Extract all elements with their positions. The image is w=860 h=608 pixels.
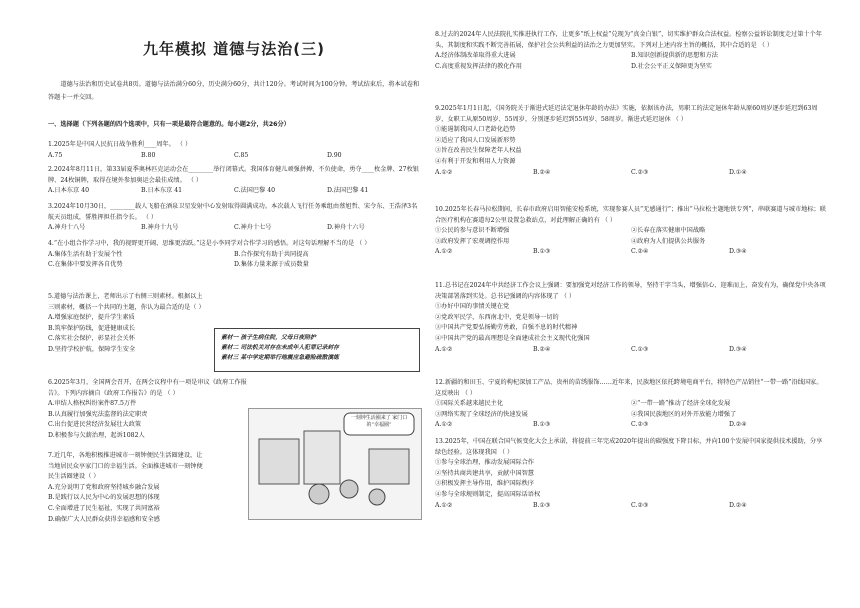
question-stem: 5.道德与法治课上，老师出示了右侧三则素材。根据以上三则素材，概括一个共同的主题，你认为最合适的是（ ） — [48, 293, 205, 311]
option: D.90 — [327, 151, 342, 159]
question-stem: 3.2024年10月30日，________载人飞船在酒泉卫星发射中心发射取得圆满成功。本次载人飞行任务乘组由蔡旭哲、宋令东、王浩泽3名航天员组成，誓胜挥担任指令长。 （ ） — [48, 203, 418, 221]
option: D.法国巴黎 41 — [327, 187, 369, 195]
option: ④参与全球规则制定，提高国际话语权 — [435, 490, 541, 498]
option: ④中国共产党的最高理想是全面建成社会主义现代化强国 — [435, 334, 590, 342]
option: ②长春在落实健康中国战略 — [631, 227, 706, 235]
left-question-6 — [48, 378, 248, 442]
answer-choice: D.③④ — [729, 248, 747, 256]
answer-choice: B.①③ — [533, 421, 551, 429]
question-stem: 2.2024年8月11日，第33届夏季奥林匹克运动会在________举行闭幕式。我国体育健儿顽强拼搏、不负使命，勇夺____枚金牌、27枚银牌、24枚铜牌，取得在境外参加奥运会最佳成绩。 （ ） — [48, 166, 419, 184]
question-stem: 6.2025年3月，全国两会召开，在两会议程中有一项是审议《政府工作报告》。下列内容摘自《政府工作报告》的是 （ ） — [48, 379, 247, 397]
option: D.积极参与欠薪治理，起诉1082人 — [48, 431, 145, 439]
intro-paragraph: 道德与法治和历史试卷共8页。道德与法治满分60分，历史满分60分，共计120分。考试时间为100分钟。考试结束后，将本试卷和答题卡一并交回。 — [48, 81, 420, 101]
option: ①国际关系越来越民主化 — [435, 400, 504, 408]
answer-choice: B.②④ — [533, 345, 551, 353]
option: C.85 — [234, 151, 249, 159]
option: A.充分说明了党和政府坚持城乡融合发展 — [48, 483, 160, 491]
left-question-1 — [48, 140, 420, 161]
option: ②“一带一路”推动了经济全球化发展 — [631, 400, 731, 408]
question-stem: 8.过去的2024年人民法院扎实推进执行工作，让更多“纸上权益”兑现为“真金白银”，切实维护群众合法权益。检察公益诉讼制度走过第十个年头，其制度和实践不断完善拓展，保护社会公共利益的法治之力更加坚实。下列对上述内容主旨的概括，其中合适的是 （ ） — [435, 31, 822, 49]
option: D.集体力量来源于成员数量 — [234, 261, 309, 269]
option: C.神舟十七号 — [234, 224, 272, 232]
option: ④我国民族地区的对外开放能力增强了 — [631, 410, 737, 418]
right-question-3 — [435, 205, 827, 258]
question-stem: 11.总书记在2024年中共经济工作会议上强调：要加强党对经济工作的领导，坚持干字当头，增强信心、迎难而上，奋发有为，确保党中央各项决策部署落到实处。总书记强调的内容体现了 （ ） — [435, 282, 826, 300]
option: C.高度重视发挥法律的教化作用 — [435, 62, 522, 70]
option: ①办好中国的事情关键在党 — [435, 303, 510, 311]
question-stem: 7.近几年，各地积极推进城市一刻钟便民生活圈建设，让当地居民众享家门口的幸福生活。全面推进城市一刻钟便民生活圈建设（ ） — [48, 452, 203, 481]
cartoon-caption: 一刻钟生活圈来了 家门口的“幸福圈” — [350, 415, 408, 428]
option: C.全面增进了民生福祉，实现了共同富裕 — [48, 504, 160, 512]
option: ①参与全球治理，推动发展国际合作 — [435, 459, 534, 467]
option: B.80 — [141, 151, 156, 159]
option: ③政府发挥了宏观调控作用 — [435, 237, 510, 245]
option: B.认真履行加强宪法监督的法定职责 — [48, 410, 148, 418]
option: B.知识创新提供新的思想和方法 — [631, 52, 718, 60]
left-question-7 — [48, 451, 208, 525]
option: ④政府为人们提供公共服务 — [631, 237, 706, 245]
option: B.神舟十九号 — [141, 224, 179, 232]
answer-choice: A.①② — [435, 501, 453, 509]
option: D.社会公平正义保障更为坚实 — [631, 62, 712, 70]
option: C.法国巴黎 40 — [234, 187, 276, 195]
option: A.经济体制改革取得重大进展 — [435, 52, 516, 60]
question-stem: 9.2025年1月1日起，《国务院关于渐进式延迟法定退休年龄的办法》实施，依据该办法，男职工的法定退休年龄从原60周岁逐步延迟到63周岁，女职工从原50周岁、55周岁，分别逐步延迟到55周岁、58周岁。渐进式延迟退休 （ ） — [435, 105, 818, 123]
option: C.落实社会保护，彰显社会关怀 — [48, 335, 135, 343]
answer-choice: A.①② — [435, 421, 453, 429]
question-stem: 13.2025年，中国在联合国气候变化大会上承诺，将提前三年完成2020年提出的碳强度下降目标，并向100个发展中国家提供技术援助，分享绿色经验。这体现我国 （ ） — [435, 438, 823, 456]
answer-choice: B.①③ — [533, 501, 551, 509]
option: B.日本东京 41 — [141, 187, 183, 195]
option: D.确保广大人民群众获得幸福感和安全感 — [48, 515, 160, 523]
answer-choice: C.②④ — [631, 248, 649, 256]
option: ③旨在改善民生保障老年人权益 — [435, 147, 522, 155]
answer-choice: A.①② — [435, 345, 453, 353]
option: ②党政军民学，东西南北中，党是领导一切的 — [435, 313, 559, 321]
left-question-3 — [48, 202, 420, 234]
option: B.是践行以人民为中心的发展思想的体现 — [48, 494, 160, 502]
answer-choice: D.①④ — [729, 168, 747, 176]
option: A.增强家庭保护，提升学生素质 — [48, 314, 135, 322]
answer-choice: C.①③ — [631, 345, 649, 353]
option: ③积极发挥主导作用，维护国际秩序 — [435, 480, 534, 488]
option: ①能遏制我国人口老龄化趋势 — [435, 126, 516, 134]
answer-choice: C.②③ — [631, 501, 649, 509]
option: A.日本东京 40 — [48, 187, 90, 195]
answer-choice: B.①③ — [533, 248, 551, 256]
option: ③网络实现了全球经济的快速发展 — [435, 410, 528, 418]
option: D.坚持学校护航，保障学生安全 — [48, 345, 136, 353]
right-question-5 — [435, 378, 827, 431]
left-question-2 — [48, 165, 420, 197]
right-question-6 — [435, 437, 827, 511]
answer-choice: A.①② — [435, 248, 453, 256]
right-question-4 — [435, 281, 827, 355]
right-question-1 — [435, 30, 827, 72]
answer-choice: C.②③ — [631, 168, 649, 176]
option: B.合作探究有助于共同提高 — [234, 250, 309, 258]
option: A.75 — [48, 151, 63, 159]
materials-box — [214, 328, 420, 372]
option: ③中国共产党要弘扬勤劳勇敢，自强不息的时代精神 — [435, 324, 578, 332]
option: C.在集体中要发挥各自优势 — [48, 261, 123, 269]
option: D.神舟十六号 — [327, 224, 365, 232]
page-title: 九年模拟 道德与法治(三) — [143, 40, 325, 58]
answer-choice: A.①② — [435, 168, 453, 176]
section-heading: 一、选择题（下列各题的四个选项中，只有一项是最符合题意的。每小题2分，共26分） — [48, 121, 290, 128]
question-stem: 12.新疆的和田玉、宁夏的枸杞深加工产品、贵州的苗绣服饰……近年来，民族地区依托跨境电商平台，将特色产品销往“一带一路”沿线国家。这反映出 （ ） — [435, 379, 823, 397]
option: ①公民的参与意识不断增强 — [435, 227, 510, 235]
cartoon-illustration — [248, 408, 422, 520]
option: ②适应了我国人口发展新形势 — [435, 136, 516, 144]
option: A.审结人格权纠纷案件87.5万件 — [48, 400, 137, 408]
option: ④有利于开发和利用人力资源 — [435, 157, 516, 165]
question-stem: 1.2025年是中国人民抗日战争胜利____周年。 （ ） — [48, 141, 192, 148]
answer-choice: D.②④ — [729, 501, 747, 509]
question-stem: 10.2025年长春马拉松期间，长春市政府启用智能安检系统，实现参赛人员“无感通行”；推出“马拉松主题地铁专列”，串联赛道与城市地标；联合医疗机构在赛道每2公里设置急救站点，对此理解正确的有 （ ） — [435, 206, 826, 224]
answer-choice: B.②④ — [533, 168, 551, 176]
option: C.出台促进民营经济发展壮大政策 — [48, 421, 142, 429]
left-question-5 — [48, 292, 208, 356]
material-1: 素材一 孩子生病住院，父母日夜陪护 — [221, 335, 316, 341]
option: A.神舟十八号 — [48, 224, 86, 232]
question-stem: 4.“在小组合作学习中，我的视野更开阔、思维更活跃。”这是小李同学对合作学习的感悟。对这句话理解不当的是 （ ） — [48, 240, 371, 247]
material-2: 素材二 司法机关对存在未成年人犯罪记录封存 — [221, 345, 339, 351]
option: B.筑牢保护防线，促进健康成长 — [48, 324, 135, 332]
answer-choice: D.②④ — [729, 421, 747, 429]
answer-choice: D.③④ — [729, 345, 747, 353]
option: ②坚持共商共建共享，贡献中国智慧 — [435, 469, 534, 477]
option: A.集体生活有助于发展个性 — [48, 250, 123, 258]
answer-choice: C.②③ — [631, 421, 649, 429]
right-question-2 — [435, 104, 827, 178]
left-question-4 — [48, 239, 420, 271]
material-3: 素材三 某中学定期举行地震应急避险疏散演练 — [221, 355, 339, 361]
